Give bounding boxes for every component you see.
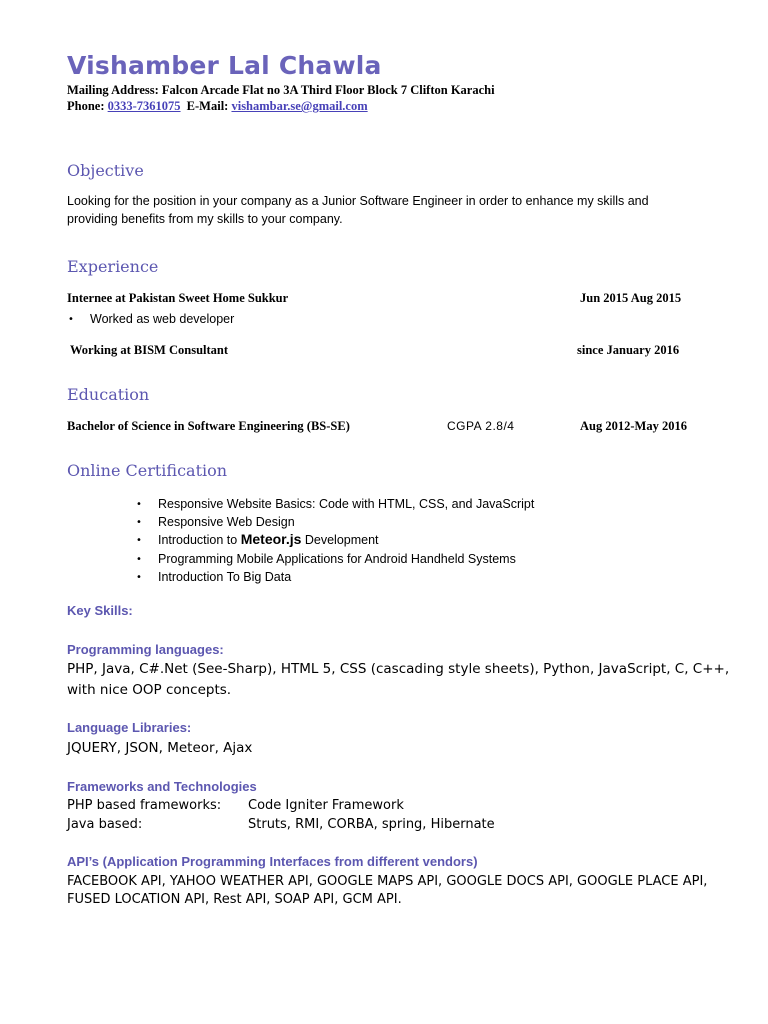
resume-name: Vishamber Lal Chawla [67,51,382,80]
programming-line-1: PHP, Java, C#.Net (See-Sharp), HTML 5, CSS (cascading style sheets), Python, JavaScript, C, C++, [67,661,730,677]
cert-item-emphasis: Meteor.js [240,531,302,547]
job-dates-1: Jun 2015 Aug 2015 [580,291,682,305]
bullet-icon: • [136,535,142,546]
libraries-text: JQUERY, JSON, Meteor, Ajax [67,740,253,756]
email-link[interactable]: vishambar.se@gmail.com [231,99,368,113]
cert-item: Responsive Website Basics: Code with HTML, CSS, and JavaScript [158,497,535,511]
mailing-address-line [67,83,495,98]
framework-value: Code Igniter Framework [248,798,404,813]
education-heading: Education [67,385,150,404]
objective-line-1: Looking for the position in your company as a Junior Software Engineer in order to enhance my skills and [67,194,649,208]
mailing-address-label: Mailing Address: [67,83,159,97]
mailing-address-value: Falcon Arcade Flat no 3A Third Floor Block 7 Clifton Karachi [161,83,495,97]
apis-heading: API’s (Application Programming Interfaces from different vendors) [67,854,478,869]
bullet-icon: • [136,499,142,510]
bullet-icon: • [136,554,142,565]
programming-line-2: with nice OOP concepts. [67,682,232,698]
degree-dates: Aug 2012-May 2016 [580,419,687,433]
job-dates-2: since January 2016 [577,343,680,357]
objective-heading: Objective [67,161,144,180]
phone-label: Phone: [67,99,105,113]
degree-title: Bachelor of Science in Software Engineering (BS-SE) [67,419,350,433]
job-title-2: Working at BISM Consultant [70,343,229,357]
apis-line-1: FACEBOOK API, YAHOO WEATHER API, GOOGLE MAPS API, GOOGLE DOCS API, GOOGLE PLACE API, [67,874,708,889]
email-label: E-Mail: [186,99,229,113]
bullet-icon: • [68,314,74,325]
cert-item-suffix: Development [301,533,379,547]
cert-item: Programming Mobile Applications for Android Handheld Systems [158,552,516,566]
frameworks-heading: Frameworks and Technologies [67,779,257,794]
programming-heading: Programming languages: [67,642,224,657]
job-bullet-1: Worked as web developer [90,312,235,326]
phone-link[interactable]: 0333-7361075 [107,99,181,113]
certification-heading: Online Certification [67,461,228,480]
key-skills-heading: Key Skills: [67,603,133,618]
framework-label: PHP based frameworks: [67,798,222,813]
objective-line-2: providing benefits from my skills to your company. [67,212,343,226]
bullet-icon: • [136,517,142,528]
libraries-heading: Language Libraries: [67,720,192,735]
job-title-1: Internee at Pakistan Sweet Home Sukkur [67,291,289,305]
cert-item-prefix: Introduction to [158,533,241,547]
framework-label: Java based: [67,817,143,832]
apis-line-2: FUSED LOCATION API, Rest API, SOAP API, GCM API. [67,892,402,907]
cert-item: Responsive Web Design [158,515,295,529]
bullet-icon: • [136,572,142,583]
experience-heading: Experience [67,257,159,276]
contact-line [67,99,368,114]
cert-item: Introduction To Big Data [158,570,292,584]
cert-item [158,531,379,547]
cgpa: CGPA 2.8/4 [447,419,515,433]
framework-value: Struts, RMI, CORBA, spring, Hibernate [248,817,495,832]
